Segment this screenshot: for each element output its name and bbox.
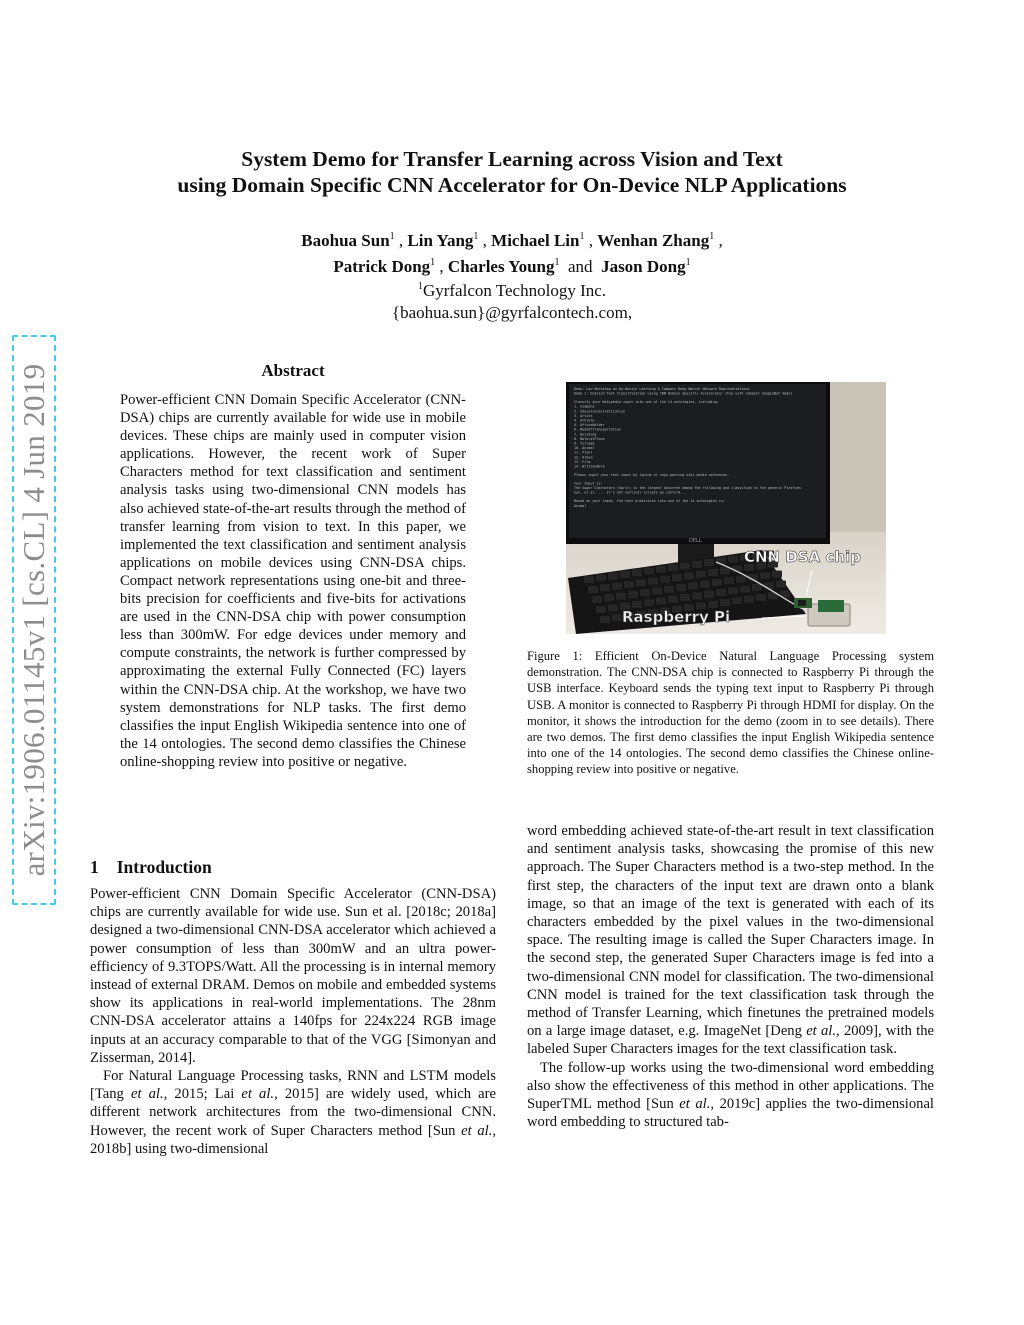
keyboard-key	[660, 576, 670, 583]
keyboard-key	[632, 569, 642, 576]
keyboard-key	[712, 579, 722, 586]
keyboard-key	[756, 594, 766, 601]
keyboard-key	[760, 572, 770, 579]
screen-line: 2. EducationalInstitution	[574, 409, 626, 414]
keyboard-key	[688, 582, 698, 589]
keyboard-key	[644, 599, 654, 606]
paragraph: Power-efficient CNN Domain Specific Accelerator (CNN-DSA) chips are currently available for wide use. Sun et al. [2018c; 2018a] designed a two-dimensional CNN-DSA accelerator which achieved a power consumption of less than 300mW and an ultra power-efficiency of 9.3TOPS/Watt. All the processing is in internal memory instead of external DRAM. Demos on mobile and embedded systems show its applications in real-world implementations. The 28nm CNN-DSA accelerator attains a 140fps for 224x224 RGB image inputs at an accuracy comparable to that of the VGG [Simonyan and Zisserman, 2014].	[90, 886, 496, 1066]
keyboard-key	[612, 614, 622, 621]
label-cnn-dsa-chip: CNN DSA chip	[744, 548, 861, 566]
paragraph: word embedding achieved state-of-the-art result in text classification and sentiment analysis tasks, showcasing the promise of this new approach. The Super Characters method is a two-step method. In the first step, the characters of the input text are drawn onto a blank image, so that an image of the text is generated with each of its characters embedded by the pixel values in the two-dimensional space. The resulting image is called the Super Characters image. In the second step, the generated Super Characters image is fed into a two-dimensional CNN model for classification. The two-dimensional CNN model is trained for the text classification task through the method of Transfer Learning, which finetunes the pretrained models on a large image dataset, e.g. ImageNet [Deng et al., 2009], with the labeled Super Characters images for the text classification task.	[527, 823, 934, 1058]
keyboard-key	[720, 567, 730, 574]
author-name: Baohua Sun	[301, 231, 390, 250]
keyboard-key	[668, 596, 678, 603]
author-sup: 1	[554, 257, 560, 268]
author-sup: 1	[389, 231, 395, 242]
arxiv-id: arXiv:1906.01145v1 [cs.CL] 4 Jun 2019	[16, 363, 51, 877]
monitor-screen	[569, 384, 826, 538]
keyboard-key	[656, 598, 666, 605]
screen-line: 9. Village	[574, 441, 595, 446]
author-name: Jason Dong	[601, 257, 686, 276]
keyboard-key	[708, 569, 718, 576]
keyboard-key	[696, 571, 706, 578]
author-list: Baohua Sun$^1$ , Lin Yang$^1$ , Michael Lin$^1$ , Wenhan Zhang$^1$ , Patrick Dong$^1$ , Charles Young$^1$ and Jason Dong$^1$	[301, 231, 723, 276]
keyboard-key	[596, 574, 606, 581]
keyboard-key	[728, 587, 738, 594]
section-number: 1	[90, 857, 99, 877]
screen-line: The Super Characters (Sprit) is the largest discrete among the following and classified to the generic Platform.	[574, 486, 803, 491]
keyboard-key	[616, 593, 626, 600]
keyboard-key	[776, 581, 786, 588]
keyboard-key	[720, 599, 730, 606]
keyboard-key	[704, 559, 714, 566]
abstract-heading: Abstract	[261, 361, 325, 380]
keyboard-key	[648, 578, 658, 585]
keyboard-key	[608, 573, 618, 580]
screen-line: 8. NaturalPlace	[574, 436, 605, 441]
paragraph: The follow-up works using the two-dimensional word embedding also show the effectiveness of this method in other applications. The SuperTML method [Sun et al., 2019c] applies the two-dimensional word embedding to structured tab-	[527, 1059, 934, 1131]
keyboard-key	[692, 561, 702, 568]
screen-line: Animal	[574, 503, 587, 508]
keyboard-key	[732, 597, 742, 604]
keyboard-key	[600, 584, 610, 591]
keyboard-key	[636, 579, 646, 586]
keyboard-key	[772, 571, 782, 578]
paragraph: For Natural Language Processing tasks, RNN and LSTM models [Tang et al., 2015; Lai et al., 2015] are widely used, which are different network architectures from the two-dimensional CNN. However, the recent work of Super Characters method [Sun et al., 2018b] using two-dimensional	[90, 1068, 496, 1157]
author-name: Michael Lin	[491, 231, 580, 250]
screen-line: 7. Building	[574, 432, 597, 437]
keyboard-key	[656, 566, 666, 573]
screen-line: 4. Athlete	[574, 418, 595, 423]
keyboard-key	[724, 577, 734, 584]
screen-line: 10. Animal	[574, 446, 595, 451]
screen-line: 11. Plant	[574, 450, 593, 455]
author-name: Lin Yang	[407, 231, 474, 250]
keyboard-key	[692, 592, 702, 599]
arxiv-stamp	[12, 335, 56, 905]
keyboard-key	[728, 556, 738, 563]
screen-line: Your Input is:	[574, 481, 603, 486]
screen-line: Sun, et al. ... It's not vertical scripts we confirm...	[574, 490, 687, 495]
screen-line: Demo: Low Workshop on On-Device Learning & Compact Deep Neural Network Representations	[574, 387, 750, 391]
section-heading	[90, 857, 212, 878]
keyboard-key	[640, 589, 650, 596]
author-name: Wenhan Zhang	[597, 231, 710, 250]
keyboard-key	[684, 572, 694, 579]
label-raspberry-pi: Raspberry Pi	[622, 608, 731, 626]
keyboard-key	[700, 581, 710, 588]
screen-line: 3. Artist	[574, 413, 593, 418]
author-email: {baohua.sun}@gyrfalcontech.com,	[391, 303, 633, 322]
screen-line: 13. Film	[574, 459, 591, 464]
title-line-2: using Domain Specific CNN Accelerator for On-Device NLP Applications	[177, 173, 847, 197]
keyboard-key	[608, 604, 618, 611]
author-sup: 1	[430, 257, 436, 268]
screen-line: Demo 1: English Text Classification using CNN Domain Specific Accelerator chip with compact GoogLeNet model	[574, 391, 793, 396]
section-title: Introduction	[116, 857, 212, 877]
keyboard-key	[592, 596, 602, 603]
paper-title	[100, 146, 924, 198]
keyboard-key	[668, 564, 678, 571]
author-sup: 1	[473, 231, 479, 242]
screen-line: 5. OfficeHolder	[574, 423, 605, 428]
keyboard-key	[644, 568, 654, 575]
keyboard-key	[764, 582, 774, 589]
keyboard-key	[584, 576, 594, 583]
monitor-brand: DELL	[689, 538, 702, 544]
screen-line: 14. WrittenWork	[574, 464, 605, 469]
keyboard-key	[600, 616, 610, 623]
keyboard-key	[716, 589, 726, 596]
affiliation-sup: 1	[417, 281, 423, 292]
keyboard-key	[628, 591, 638, 598]
keyboard-key	[652, 588, 662, 595]
author-sup: 1	[579, 231, 585, 242]
cnn-dsa-chip	[798, 600, 806, 606]
keyboard-key	[736, 576, 746, 583]
figure-photo	[566, 382, 886, 634]
pi-board	[818, 600, 844, 612]
keyboard-key	[752, 584, 762, 591]
keyboard-key	[588, 586, 598, 593]
affiliation	[100, 276, 924, 302]
screen-line: Classify your Wikipedia input into one of the 14 ontologies, including:	[574, 400, 719, 405]
figure-caption: Figure 1: Efficient On-Device Natural Language Processing system demonstration. The CNN-DSA chip is connected to Raspberry Pi through the USB interface. Keyboard sends the typing text input to Raspberry Pi through USB. A monitor is connected to Raspberry Pi through HDMI for display. On the monitor, it shows the introduction for the demo (zoom in to see details). There are two demos. The first demo classifies the input English Wikipedia sentence into one of the 14 ontologies. The second demo classifies the Chinese online-shopping review into positive or negative.	[527, 649, 934, 777]
screen-line: 1. Company	[574, 404, 595, 409]
keyboard-key	[708, 601, 718, 608]
keyboard-key	[744, 596, 754, 603]
author-name: Patrick Dong	[333, 257, 431, 276]
demo-photo-illustration	[566, 382, 886, 634]
keyboard-key	[740, 586, 750, 593]
keyboard-key	[624, 581, 634, 588]
author-sup: 1	[709, 231, 715, 242]
keyboard-key	[672, 574, 682, 581]
screen-line: Please input your text input by typing or copy-pasting wiki pedia sentences.	[574, 473, 730, 477]
keyboard-key	[632, 601, 642, 608]
author-name: Charles Young	[447, 257, 555, 276]
keyboard-key	[604, 594, 614, 601]
keyboard-key	[596, 606, 606, 613]
intro-left-column	[90, 885, 496, 1158]
keyboard-key	[612, 583, 622, 590]
abstract-body: Power-efficient CNN Domain Specific Accelerator (CNN-DSA) chips are currently available for wide use in mobile devices. These chips are mainly used in computer vision applications. However, the recent work of Super Characters method for text classification and sentiment analysis tasks using two-dimensional CNN models has also achieved state-of-the-art results through the method of transfer learning from vision to text. In this paper, we implemented the text classification and sentiment analysis applications on mobile devices using CNN-DSA chips. Compact network representations using one-bit and three-bits precision for coefficients and five-bits for activations are used in the CNN-DSA chip with power consumption less than 300mW. For edge devices under memory and compute constraints, the network is further compressed by approximating the external Fully Connected (FC) layers within the CNN-DSA chip. At the workshop, we have two system demonstrations for NLP tasks. The first demo classifies the input English Wikipedia sentence into one of the 14 ontologies. The second demo classifies the Chinese online-shopping review into positive or negative.	[120, 392, 466, 770]
screen-line: 12. Album	[574, 455, 593, 460]
keyboard-key	[680, 594, 690, 601]
screen-line: 6. MeanOfTransportation	[574, 427, 621, 432]
intro-right-column	[527, 822, 934, 1131]
keyboard-key	[664, 586, 674, 593]
keyboard-key	[704, 591, 714, 598]
author-sup: 1	[685, 257, 691, 268]
title-line-1: System Demo for Transfer Learning across Vision and Text	[241, 147, 783, 171]
affiliation-text: Gyrfalcon Technology Inc.	[422, 281, 607, 300]
author-and: and	[568, 257, 593, 276]
keyboard-key	[620, 571, 630, 578]
keyboard-key	[680, 562, 690, 569]
keyboard-key	[676, 584, 686, 591]
screen-line: Based on your input, the text prediction into one of the 14 ontologies is:	[574, 499, 726, 504]
